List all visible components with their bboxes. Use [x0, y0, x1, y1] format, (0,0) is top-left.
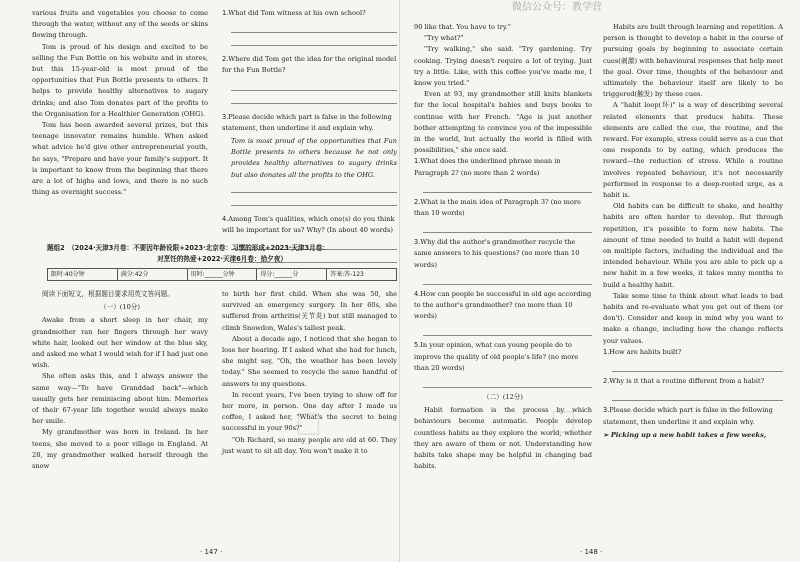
answer-line[interactable]: [231, 181, 397, 193]
paragraph: "Try what?": [424, 34, 464, 43]
right-col2: [603, 22, 783, 441]
question-5: 5.In your opinion, what can young people do to improve the quality of old people's life? (no more than 20 words): [414, 341, 579, 372]
stats-bar: [47, 268, 397, 281]
paragraph: A "habit loop(环)" is a way of describing several related elements that produce habits. These elements are called the cue, the routine, and the reward. For example, stress could serve as a cue that one responds to by eating, which produces the reward—the reduction of stress. While a routine involves repeated behaviour, it's not necessarily performed in response to a deep-rooted urge, as a habit is.: [603, 101, 783, 200]
answer-line[interactable]: [423, 181, 592, 193]
right-col1: [414, 22, 592, 473]
answer-ref: 答案:答-123: [330, 271, 364, 278]
page-number: · 148 ·: [580, 547, 603, 556]
paragraph: "Try walking," she said. "Try gardening. Try cooking. Trying doesn't require a lot of trying. Just try a little. Like, with this coffee you've made me, I know you tried.": [414, 45, 592, 88]
paragraph: About a decade ago, I noticed that she began to lose her hearing. If I asked what she had for lunch, she might say, "Oh, the weather has been lovely today." She seemed to recycle the same handful of answers to my questions.: [222, 334, 397, 388]
question-4: 4.How can people be successful in old age according to the author's grandmother? (no more than 10 words): [414, 289, 592, 321]
time-used[interactable]: 用时:______分钟: [188, 269, 258, 280]
group2-title: 题组2 （2024·天津3月卷：不要因年龄设限+2023·北京卷：习惯的形成+2023·天津3月卷： 对烹饪的热爱+2022·天津6月卷：拾夕夜）: [47, 244, 329, 263]
answer-line[interactable]: [423, 376, 592, 388]
score[interactable]: 得分:______分: [257, 269, 327, 280]
paragraph: Even at 93, my grandmother still knits blankets for the local hospital's babies and buys books to continue with her French. "Age is just another bother attempting to convince you of the impossible in the world, but actually the world is filled with possibilities," she once said.: [414, 90, 592, 155]
answer-line[interactable]: [231, 79, 397, 91]
paragraph: various fruits and vegetables you choose to come through the water, without any of the seeds or skins flowing through.: [32, 9, 208, 40]
answer-line[interactable]: [423, 273, 592, 285]
paragraph: In recent years, I've been trying to show off for her more, in person. One day after I made us coffee, I asked her, "What's the secret to being successful in your 90s?": [222, 390, 397, 433]
left-col2-questions: [222, 8, 397, 264]
paragraph: Tom is proud of his design and excited to be selling the Fun Bottle on his website and in stores, but this 15-year-old is most proud of the opportunities that Fun Bottle presents to others. It helps to provide healthy alternatives to sugary drinks; and also Tom donates part of the profits to the Organisation for a Healthier Generation (OHG).: [32, 42, 208, 118]
answer-line[interactable]: [231, 34, 397, 46]
full-score: 满分:42分: [118, 269, 188, 280]
instructions: 阅读下面短文，根据题目要求用英文答问题。: [42, 290, 174, 298]
paragraph: to birth her first child. When she was 50, she survived an emergency surgery. In her 60s, she suffered from arthritis(关节炎) but still managed to climb Snowdon, Wales's tallest peak.: [222, 290, 397, 332]
paragraph: Habits are built through learning and repetition. A person is thought to develop a habit in the course of pursuing goals by beginning to associate certain cues(刺激) with behavioural responses that help meet the goal. Over time, thoughts of the behaviour and ultimately the behaviour itself are likely to be triggered(触发) by these cues.: [603, 23, 783, 99]
publisher-watermark-icon: ☐: [295, 408, 322, 443]
publisher-watermark-icon: ☐: [550, 406, 577, 441]
answer-line[interactable]: [231, 194, 397, 206]
answer-line[interactable]: [423, 221, 592, 233]
paragraph: Awake from a short sleep in her chair, my grandmother ran her fingers through her wavy white hair, looked out her window at the blue sky, and asked me what I would wish for if I had just one wish.: [32, 316, 208, 370]
page-number: · 147 ·: [200, 547, 223, 556]
wechat-watermark: 微信公众号：教学营: [512, 2, 602, 13]
paragraph: Old habits can be difficult to shake, and healthy habits are often harder to develop. But through repetition, it's possible to form new habits. The amount of time needed to build a habit will depend on multiple factors, including the individual and the intended behaviour. While you are able to pick up a new habit in a few weeks, it takes many months to build a healthy habit.: [603, 202, 783, 289]
question-1: 1.What did Tom witness at his own school?: [222, 9, 366, 17]
answer-line[interactable]: [612, 360, 783, 372]
answer-line[interactable]: [231, 21, 397, 33]
question-3: 3.Why did the author's grandmother recycle the same answers to his questions? (no more than 10 words): [414, 238, 580, 269]
q3-statement: ➢ Picking up a new habit takes a few weeks,: [603, 430, 767, 439]
left-col1-passage: [32, 289, 208, 472]
question-3: 3.Please decide which part is false in the following statement, then underline it and explain why.: [222, 112, 392, 132]
question-2: 2.Where did Tom get the idea for the original model for the Fun Bottle?: [222, 55, 397, 75]
question-2: 2.What is the main idea of Paragraph 3? (no more than 10 words): [414, 197, 581, 218]
q3-statement: Tom is most proud of the opportunities that Fun Bottle presents to others because he not only provides healthy alternatives to sugary drinks but also donates all the profits to the OHG.: [231, 137, 397, 179]
section-2-heading: （二）(12分): [483, 393, 523, 402]
question-3: 3.Please decide which part is false in the following statement, then underline it and explain why.: [603, 406, 773, 426]
question-4: 4.Among Tom's qualities, which one(s) do you think will be important for us? Why? (In about 40 words): [222, 214, 395, 235]
question-1: 1.How are habits built?: [603, 347, 682, 356]
question-1: 1.What does the underlined phrase mean in Paragraph 2? (no more than 2 words): [414, 157, 561, 177]
paragraph: Tom has been awarded several prizes, but this teenage innovator remains humble. When asked what advice he'd give other entrepreneurial youth, he says, "Prepare and have your family's support. It is important to know from the beginning that there are a lot of highs and lows, and there is no such thing as overnight success.": [32, 121, 208, 197]
paragraph: My grandmother was born in Ireland. In her teens, she moved to a poor village in England. At 28, my grandmother walked herself through the snow: [32, 428, 208, 471]
left-col1-top: [32, 8, 208, 198]
answer-line[interactable]: [231, 92, 397, 104]
paragraph: Habit formation is the process by which behaviours become automatic. People develop countless habits as they explore the world, whether they are aware of them or not. Understanding how habits take shape may be helpful in changing bad habits.: [414, 406, 592, 471]
answer-line[interactable]: [612, 389, 783, 401]
question-2: 2.Why is it that a routine different from a habit?: [603, 377, 765, 386]
time-limit: 限时:40分钟: [48, 269, 118, 280]
section-1-heading: （一）(10分): [100, 303, 140, 312]
answer-line[interactable]: [423, 324, 592, 336]
paragraph: 90 like that. You have to try.": [414, 23, 511, 31]
paragraph: She often asks this, and I always answer the same way—"To have Granddad back"—which usually gets her reminiscing about him. Memories of their 67-year life together would always make her smile.: [32, 372, 208, 426]
paragraph: "Oh Richard, so many people are old at 60. They just want to sit all day. You won't make it to: [222, 435, 397, 455]
paragraph: Take some time to think about what leads to bad habits and re-evaluate what you get out of them (or don't). Consider and keep in mind why you want to make a change, including how the change reflects your values.: [603, 291, 783, 345]
